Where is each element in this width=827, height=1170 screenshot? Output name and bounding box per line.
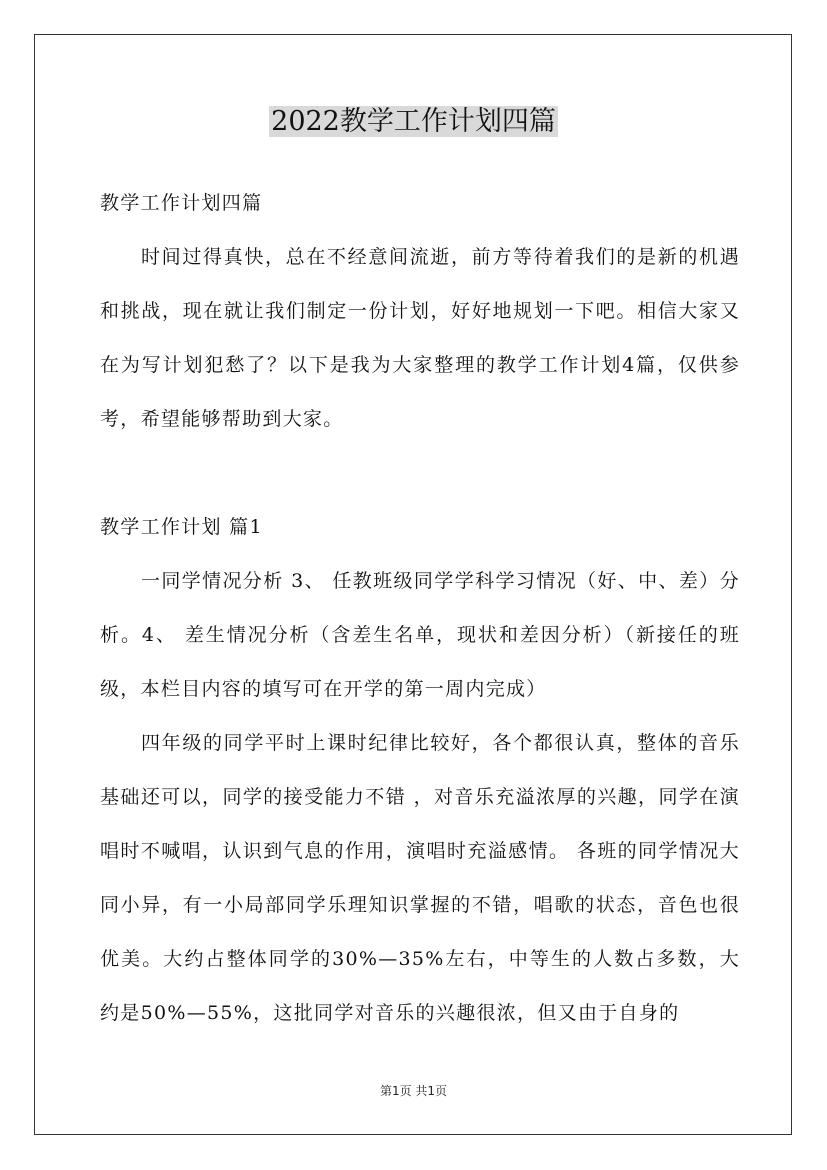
section-paragraph-1: 一同学情况分析 3、 任教班级同学学科学习情况（好、中、差）分析。4、 差生情况分析（含差生名单，现状和差因分析）（新接任的班级，本栏目内容的填写可在开学的第一周内完成） <box>100 570 740 700</box>
intro-paragraph: 时间过得真快，总在不经意间流逝，前方等待着我们的是新的机遇和挑战，现在就让我们制定一份计划，好好地规划一下吧。相信大家又在为写计划犯愁了？以下是我为大家整理的教学工作计划4篇，仅供参考，希望能够帮助到大家。 <box>100 246 740 430</box>
section-heading: 教学工作计划 篇1 <box>100 516 263 538</box>
document-title-text: 2022教学工作计划四篇 <box>271 106 556 137</box>
section-paragraph-2: 四年级的同学平时上课时纪律比较好，各个都很认真，整体的音乐基础还可以，同学的接受能力不错 ，对音乐充溢浓厚的兴趣，同学在演唱时不喊唱，认识到气息的作用，演唱时充溢感情。 各班的同学情况大同小异，有一小局部同学乐理知识掌握的不错，唱歌的状态，音色也很优美。大约占整体同学的30%—35%左右，中等生的人数占多数，大约是50%—55%，这批同学对音乐的兴趣很浓，但又由于自身的 <box>100 732 740 1024</box>
document-body <box>100 176 740 1040</box>
page-footer: 第1页 共1页 <box>379 1084 448 1098</box>
paragraph-gap <box>100 446 740 500</box>
document-title <box>0 100 827 144</box>
document-subtitle: 教学工作计划四篇 <box>100 192 263 214</box>
